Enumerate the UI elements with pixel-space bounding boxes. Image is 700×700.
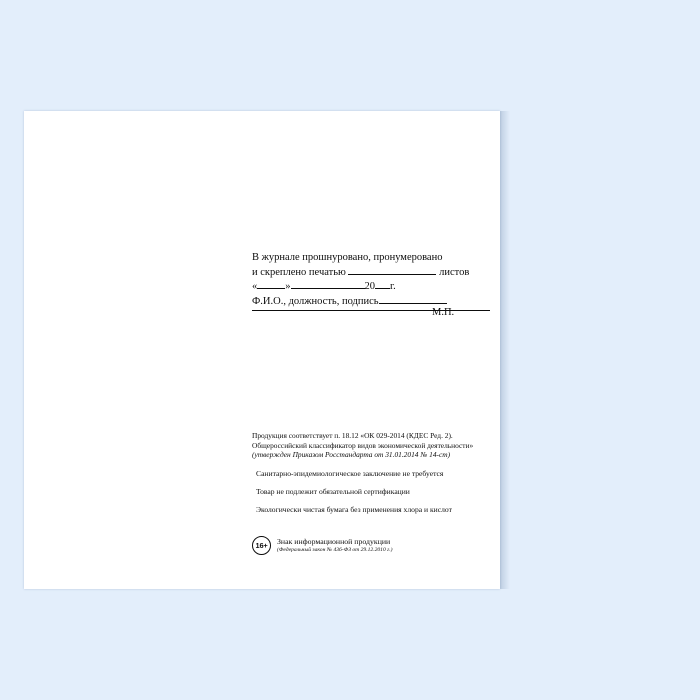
date-quote-close: » — [285, 281, 291, 293]
signature-underline-rule — [252, 310, 490, 311]
document-page — [24, 111, 500, 589]
page-drop-shadow — [500, 111, 510, 589]
signature-line-2-suffix: листов — [439, 266, 470, 278]
legal-paragraph-line-2: Общероссийский классификатор видов экономической деятельности» — [252, 440, 474, 450]
signature-line-2-prefix: и скреплено печатью — [252, 266, 346, 278]
info-mark-text — [277, 537, 393, 554]
info-mark-block — [252, 536, 393, 555]
legal-block — [252, 431, 506, 514]
legal-paragraph — [252, 431, 506, 460]
legal-paragraph-line-1: Продукция соответствует п. 18.12 «ОК 029-2014 (КДЕС Ред. 2). — [252, 431, 453, 440]
info-mark-subtitle: (Федеральный закон № 436-ФЗ от 29.12.2010 г.) — [277, 547, 393, 553]
year-suffix: г. — [390, 281, 396, 293]
signature-line-1-text: В журнале прошнуровано, пронумеровано — [252, 252, 443, 263]
date-quote-open: « — [252, 281, 258, 293]
info-mark-title: Знак информационной продукции — [277, 537, 391, 546]
signature-line-1 — [252, 251, 492, 266]
legal-paragraph-line-3: (утвержден Приказом Росстандарта от 31.01.2014 № 14-ст) — [252, 450, 451, 460]
signature-line-4-text: Ф.И.О., должность, подпись — [252, 295, 379, 307]
signature-block — [252, 251, 492, 311]
legal-note-2: Товар не подлежит обязательной сертификации — [256, 486, 410, 496]
signature-line-4 — [252, 295, 492, 310]
legal-note-1: Санитарно-эпидемиологическое заключение не требуется — [256, 468, 444, 478]
signature-line-3 — [252, 280, 492, 295]
year-prefix: 20 — [364, 281, 375, 293]
signature-line-2 — [252, 266, 492, 281]
age-rating-icon: 16+ — [252, 536, 271, 555]
day-fill-blank — [257, 288, 285, 289]
stamp-place-label: М.П. — [432, 307, 455, 318]
legal-note-3: Экологически чистая бумага без применения хлора и кислот — [256, 504, 452, 514]
year-fill-blank — [375, 288, 390, 289]
seal-fill-blank — [348, 274, 436, 275]
signature-fill-blank — [379, 303, 447, 304]
month-fill-blank — [291, 288, 365, 289]
